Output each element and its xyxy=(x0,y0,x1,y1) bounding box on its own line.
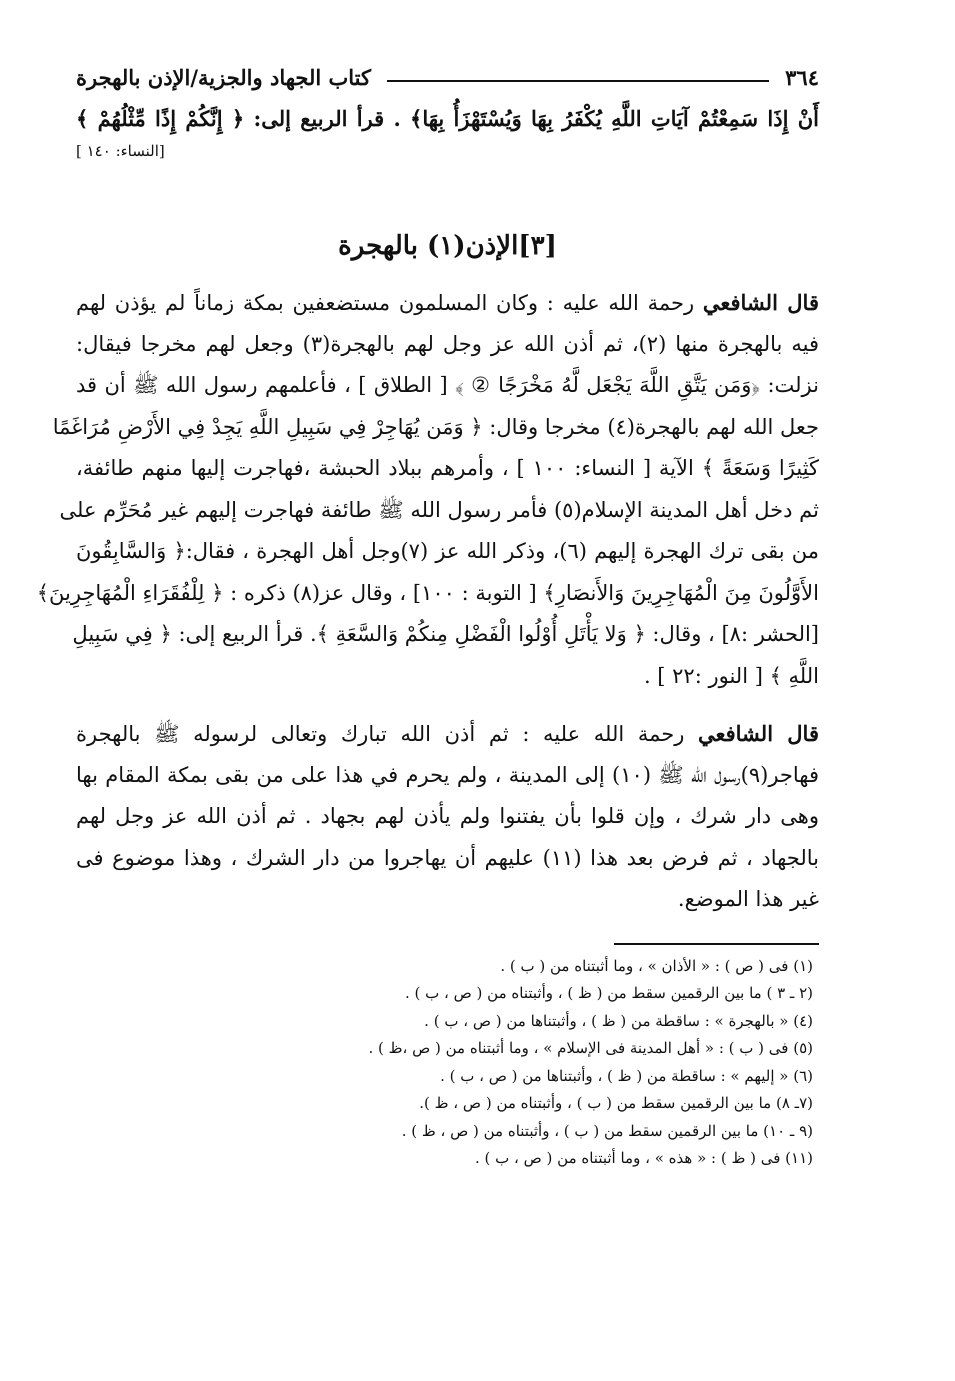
intro-verse xyxy=(76,100,819,164)
footnote: (٧ـ ٨) ما بين الرقمين سقط من ( ب ) ، وأثبتناه من ( ص ، ظ ). xyxy=(419,1094,813,1112)
footnote: (١) فى ( ص ) : « الأذان » ، وما أثبتناه من ( ب ) . xyxy=(500,956,813,975)
footnote: (٦) « إليهم » : ساقطة من ( ظ ) ، وأثبتناها من ( ص ، ب ) . xyxy=(440,1066,813,1085)
paragraph-line: جعل الله لهم بالهجرة(٤) مخرجا وقال: ﴿ وَمَن يُهَاجِرْ فِي سَبِيلِ اللَّهِ يَجِدْ فِي الأَرْضِ مُرَاغَمًا xyxy=(52,414,819,439)
footnote: (١١) فى ( ظ ) : « هذه » ، وما أثبتناه من ( ص ، ب ) . xyxy=(474,1149,813,1167)
paragraph-line: اللَّهِ ﴾ [ النور :٢٢ ] . xyxy=(643,663,819,688)
paragraph-lead: قال الشافعي xyxy=(702,290,819,315)
paragraph-line: فهاجر(٩)رسول الله ﷺ (١٠) إلى المدينة ، ولم يحرم في هذا على من بقى بمكة المقام بها xyxy=(76,762,820,787)
intro-verse-line: أَنْ إِذَا سَمِعْتُمْ آيَاتِ اللَّهِ يُكْفَرُ بِهَا وَيُسْتَهْزَأُ بِهَا﴾ . قرأ الربيع إلى: ﴿ إِنَّكُمْ إِذًا مِّثْلُهُمْ ﴾ xyxy=(76,106,819,131)
paragraph-line: كَثِيرًا وَسَعَةً ﴾ الآية [ النساء: ١٠٠ ] ، وأمرهم ببلاد الحبشة ،فهاجرت إليها منهم طائفة، xyxy=(76,456,819,480)
paragraph-line: وهى دار شرك ، وإن قلوا بأن يفتنوا ولم يأذن لهم بجهاد . ثم أذن الله عز وجل لهم xyxy=(76,804,819,828)
paragraph-line: [الحشر :٨] ، وقال: ﴿ وَلا يَأْتَلِ أُوْلُوا الْفَضْلِ مِنكُمْ وَالسَّعَةِ ﴾. قرأ الربيع إلى: ﴿ فِي سَبِيلِ xyxy=(72,622,819,646)
footnote: (٥) فى ( ب ) : « أهل المدينة فى الإسلام » ، وما أثبتناه من ( ص ،ظ ) . xyxy=(368,1039,813,1057)
running-title: كتاب الجهاد والجزية/الإذن بالهجرة xyxy=(76,65,371,90)
footnote: (٩ ـ ١٠) ما بين الرقمين سقط من ( ب ) ، وأثبتناه من ( ص ، ظ ) . xyxy=(401,1121,813,1140)
header-rule xyxy=(387,80,769,82)
paragraph-1 xyxy=(36,282,820,697)
paragraph-line: من بقى ترك الهجرة إليهم (٦)، وذكر الله عز (٧)وجل أهل الهجرة ، فقال:﴿ وَالسَّابِقُونَ xyxy=(76,539,819,563)
intro-citation: [النساء: ١٤٠ ] xyxy=(76,142,165,160)
paragraph-text: رحمة الله عليه : وكان المسلمون مستضعفين بمكة زماناً لم يؤذن لهم xyxy=(76,291,695,315)
footnote: (٢ ـ ٣ ) ما بين الرقمين سقط من ( ظ ) ، وأثبتناه من ( ص ، ب ) . xyxy=(404,984,813,1002)
paragraph-line: غير هذا الموضع. xyxy=(677,887,819,911)
page-number: ٣٦٤ xyxy=(785,65,819,90)
paragraph-line: بالجهاد ، ثم فرض بعد هذا (١١) عليهم أن يهاجروا من دار الشرك ، وهذا موضوع فى xyxy=(76,845,819,870)
page-header xyxy=(76,56,819,90)
paragraph-line xyxy=(76,713,819,755)
footnote: (٤) « بالهجرة » : ساقطة من ( ظ ) ، وأثبتناها من ( ص ، ب ) . xyxy=(424,1011,813,1030)
paragraph-line: نزلت: ﴿وَمَن يَتَّقِ اللَّهَ يَجْعَل لَّهُ مَخْرَجًا ② ﴾ [ الطلاق ] ، فأعلمهم رسول الله ﷺ أن قد xyxy=(76,373,819,397)
section-title: [٣]الإذن(١) بالهجرة xyxy=(338,231,557,261)
paragraph-line xyxy=(76,282,819,324)
paragraph-2 xyxy=(76,713,819,921)
paragraph-text: رحمة الله عليه : ثم أذن الله تبارك وتعالى لرسوله ﷺ بالهجرة xyxy=(76,722,685,746)
paragraph-line: فيه بالهجرة منها (٢)، ثم أذن الله عز وجل لهم بالهجرة(٣) وجعل لهم مخرجا فيقال: xyxy=(76,331,820,356)
paragraph-line: ثم دخل أهل المدينة الإسلام(٥) فأمر رسول الله ﷺ طائفة فهاجرت إليهم غير مُحَرِّم على xyxy=(59,497,819,522)
paragraph-lead: قال الشافعي xyxy=(697,721,819,746)
footnotes xyxy=(76,953,819,1173)
footnote-rule xyxy=(614,943,819,945)
paragraph-line: الأَوَّلُونَ مِنَ الْمُهَاجِرِينَ وَالأَنصَارِ﴾ [ التوبة : ١٠٠] ، وقال عز(٨) ذكره : ﴿ لِلْفُقَرَاءِ الْمُهَاجِرِينَ﴾ xyxy=(36,580,819,605)
